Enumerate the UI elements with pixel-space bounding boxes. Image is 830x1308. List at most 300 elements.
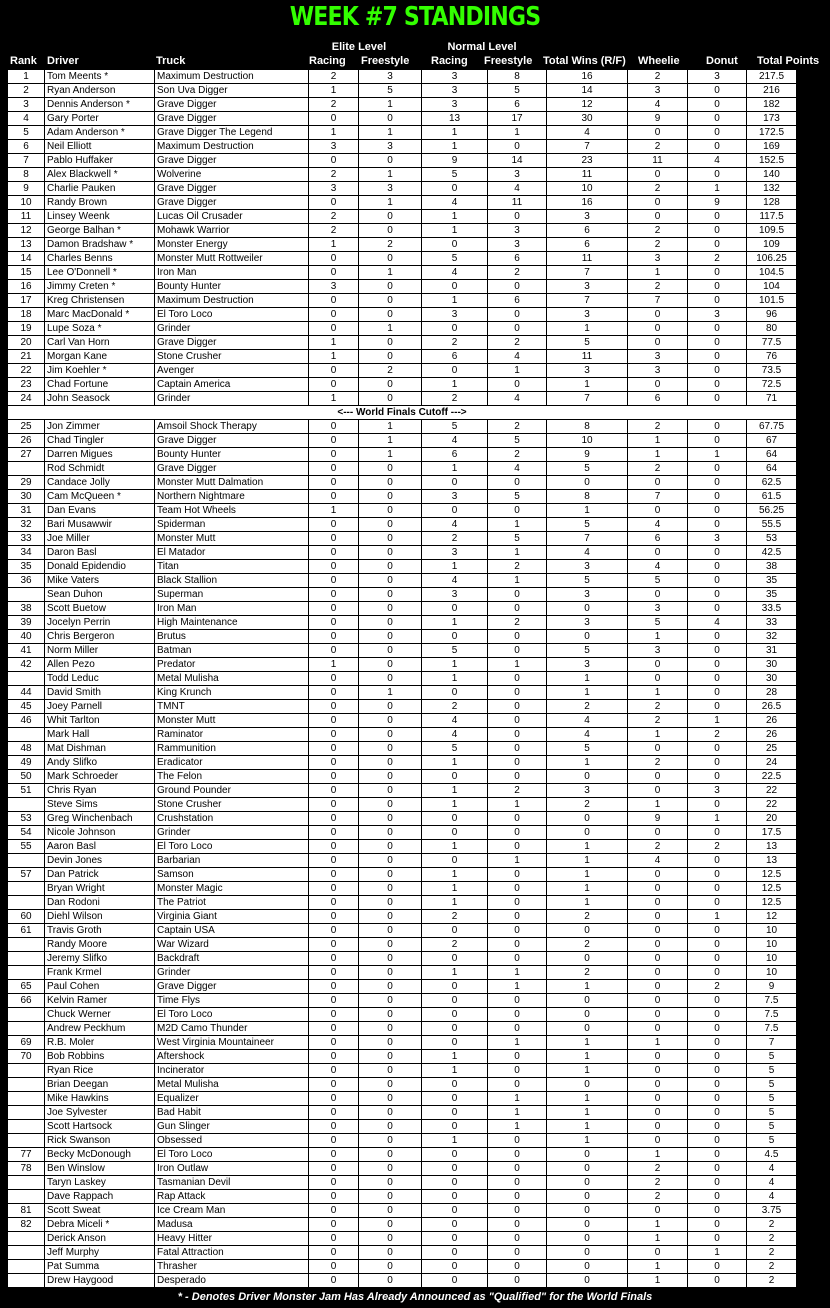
cell-truck: Rammunition [155,742,309,756]
cell-elite-freestyle: 1 [359,448,422,462]
cell-driver: Neil Elliott [45,140,155,154]
cell-normal-freestyle: 0 [488,896,547,910]
cell-driver: Frank Krmel [45,966,155,980]
cell-normal-freestyle: 2 [488,560,547,574]
cell-normal-racing: 3 [422,546,488,560]
cell-total-wins: 1 [547,672,628,686]
cell-total-wins: 0 [547,1176,628,1190]
cell-elite-freestyle: 0 [359,938,422,952]
cell-normal-racing: 0 [422,1008,488,1022]
cell-normal-freestyle: 0 [488,630,547,644]
cell-normal-freestyle: 1 [488,658,547,672]
cell-driver: Dan Patrick [45,868,155,882]
cell-normal-racing: 0 [422,280,488,294]
cell-donut: 0 [688,1050,747,1064]
table-row [8,1064,797,1078]
cell-elite-freestyle: 0 [359,1134,422,1148]
cell-elite-freestyle: 0 [359,910,422,924]
table-row [8,840,797,854]
cell-elite-freestyle: 0 [359,1218,422,1232]
cell-normal-freestyle: 3 [488,168,547,182]
cell-normal-racing: 5 [422,420,488,434]
cell-total-points: 72.5 [747,378,797,392]
cell-elite-freestyle: 0 [359,588,422,602]
cell-donut: 2 [688,840,747,854]
cell-wheelie: 0 [628,1134,688,1148]
cell-normal-racing: 2 [422,700,488,714]
cell-elite-racing: 0 [309,686,359,700]
cell-elite-racing: 0 [309,294,359,308]
cell-normal-freestyle: 2 [488,616,547,630]
cell-total-wins: 0 [547,1204,628,1218]
cell-elite-freestyle: 0 [359,378,422,392]
cell-truck: Monster Energy [155,238,309,252]
cell-total-points: 128 [747,196,797,210]
cell-truck: Grave Digger The Legend [155,126,309,140]
cell-donut: 0 [688,924,747,938]
col-header-elite-freestyle: Freestyle [361,55,410,67]
cell-normal-racing: 9 [422,154,488,168]
cell-rank [8,1246,45,1260]
cell-total-points: 24 [747,756,797,770]
cell-donut: 0 [688,266,747,280]
cell-donut: 0 [688,518,747,532]
table-row [8,1148,797,1162]
cell-total-points: 17.5 [747,826,797,840]
table-row [8,1078,797,1092]
cell-normal-racing: 2 [422,336,488,350]
cell-wheelie: 0 [628,882,688,896]
cell-truck: El Toro Loco [155,1148,309,1162]
table-header [0,40,830,68]
cell-rank: 7 [8,154,45,168]
cell-wheelie: 0 [628,588,688,602]
cell-rank: 8 [8,168,45,182]
table-row [8,770,797,784]
cell-elite-racing: 2 [309,224,359,238]
cell-total-wins: 3 [547,658,628,672]
cell-rank: 32 [8,518,45,532]
cell-wheelie: 2 [628,700,688,714]
cell-total-wins: 16 [547,196,628,210]
cell-donut: 0 [688,1078,747,1092]
table-row [8,644,797,658]
cell-rank: 54 [8,826,45,840]
cell-normal-freestyle: 1 [488,1106,547,1120]
cell-normal-racing: 0 [422,1078,488,1092]
cell-wheelie: 3 [628,252,688,266]
cell-rank: 3 [8,98,45,112]
cell-driver: R.B. Moler [45,1036,155,1050]
cell-truck: Northern Nightmare [155,490,309,504]
col-header-donut: Donut [706,55,738,67]
cell-rank [8,1232,45,1246]
cell-normal-freestyle: 0 [488,868,547,882]
cell-elite-freestyle: 0 [359,658,422,672]
cell-truck: Grinder [155,966,309,980]
cell-donut: 0 [688,1176,747,1190]
cell-total-wins: 6 [547,224,628,238]
cell-donut: 0 [688,294,747,308]
cell-normal-freestyle: 1 [488,574,547,588]
cell-truck: El Toro Loco [155,840,309,854]
cell-elite-freestyle: 0 [359,350,422,364]
table-row [8,182,797,196]
cell-truck: Team Hot Wheels [155,504,309,518]
cell-normal-racing: 1 [422,882,488,896]
col-header-truck: Truck [156,55,186,67]
cell-elite-freestyle: 0 [359,770,422,784]
cell-donut: 0 [688,1120,747,1134]
cell-driver: Allen Pezo [45,658,155,672]
table-row [8,1008,797,1022]
cell-elite-racing: 0 [309,616,359,630]
cell-elite-freestyle: 0 [359,1274,422,1288]
cell-rank: 35 [8,560,45,574]
table-row [8,910,797,924]
cell-driver: Sean Duhon [45,588,155,602]
cell-truck: Stone Crusher [155,350,309,364]
cell-total-points: 26.5 [747,700,797,714]
cell-driver: Tom Meents * [45,70,155,84]
cell-elite-racing: 0 [309,1176,359,1190]
cell-truck: Desperado [155,1274,309,1288]
cell-elite-freestyle: 1 [359,266,422,280]
cell-total-wins: 0 [547,952,628,966]
cell-total-wins: 5 [547,518,628,532]
cell-total-points: 12.5 [747,896,797,910]
cell-elite-freestyle: 2 [359,364,422,378]
cell-donut: 0 [688,1162,747,1176]
cell-donut: 0 [688,798,747,812]
cell-rank: 6 [8,140,45,154]
cell-wheelie: 0 [628,1092,688,1106]
cell-total-points: 53 [747,532,797,546]
cell-elite-racing: 0 [309,1204,359,1218]
cell-truck: Lucas Oil Crusader [155,210,309,224]
cell-donut: 0 [688,560,747,574]
cell-normal-racing: 4 [422,434,488,448]
cell-wheelie: 2 [628,840,688,854]
cell-rank: 12 [8,224,45,238]
cell-total-wins: 10 [547,182,628,196]
cell-total-wins: 4 [547,546,628,560]
cell-rank [8,1022,45,1036]
cell-elite-freestyle: 0 [359,1064,422,1078]
cell-total-points: 2 [747,1246,797,1260]
cell-wheelie: 0 [628,196,688,210]
cell-driver: Lee O'Donnell * [45,266,155,280]
cell-rank: 2 [8,84,45,98]
cell-driver: Dave Rappach [45,1190,155,1204]
cell-donut: 0 [688,1190,747,1204]
cell-elite-racing: 0 [309,490,359,504]
cell-wheelie: 3 [628,602,688,616]
cell-normal-racing: 0 [422,812,488,826]
cell-driver: Kreg Christensen [45,294,155,308]
cell-normal-freestyle: 0 [488,1246,547,1260]
cell-normal-racing: 5 [422,168,488,182]
cell-elite-freestyle: 1 [359,168,422,182]
cell-driver: Mike Hawkins [45,1092,155,1106]
cell-normal-freestyle: 8 [488,70,547,84]
cell-elite-freestyle: 1 [359,686,422,700]
cell-elite-freestyle: 0 [359,728,422,742]
cell-total-points: 33.5 [747,602,797,616]
cell-elite-racing: 3 [309,280,359,294]
cell-donut: 1 [688,910,747,924]
table-row [8,336,797,350]
cell-driver: Nicole Johnson [45,826,155,840]
cell-truck: Grave Digger [155,154,309,168]
cell-total-wins: 16 [547,70,628,84]
cell-total-points: 5 [747,1120,797,1134]
table-row [8,392,797,406]
cell-normal-racing: 0 [422,1176,488,1190]
cell-normal-freestyle: 3 [488,238,547,252]
cell-total-wins: 1 [547,1050,628,1064]
cell-truck: Barbarian [155,854,309,868]
cell-total-points: 106.25 [747,252,797,266]
cell-donut: 0 [688,602,747,616]
table-row [8,966,797,980]
cell-donut: 0 [688,238,747,252]
cell-elite-racing: 2 [309,168,359,182]
cell-elite-racing: 0 [309,896,359,910]
cell-total-points: 7 [747,1036,797,1050]
cell-elite-racing: 0 [309,308,359,322]
cell-elite-freestyle: 0 [359,1120,422,1134]
cell-truck: Ice Cream Man [155,1204,309,1218]
cell-driver: Chad Fortune [45,378,155,392]
cell-donut: 0 [688,462,747,476]
cell-normal-racing: 2 [422,938,488,952]
cell-normal-freestyle: 0 [488,952,547,966]
cell-rank: 26 [8,434,45,448]
standings-table [7,69,797,1288]
cell-normal-racing: 5 [422,252,488,266]
cell-donut: 2 [688,252,747,266]
cell-normal-racing: 0 [422,1218,488,1232]
table-row [8,504,797,518]
cell-driver: Pat Summa [45,1260,155,1274]
cell-driver: Linsey Weenk [45,210,155,224]
cell-normal-freestyle: 4 [488,182,547,196]
cell-elite-racing: 0 [309,1134,359,1148]
cell-normal-racing: 1 [422,1050,488,1064]
cell-truck: Bad Habit [155,1106,309,1120]
table-row [8,140,797,154]
cell-elite-racing: 1 [309,350,359,364]
cell-rank [8,1078,45,1092]
cell-rank: 49 [8,756,45,770]
table-row [8,84,797,98]
table-row [8,252,797,266]
cell-elite-racing: 0 [309,1036,359,1050]
cell-elite-racing: 0 [309,1218,359,1232]
cell-wheelie: 9 [628,812,688,826]
cell-elite-racing: 0 [309,812,359,826]
cell-wheelie: 1 [628,448,688,462]
cell-elite-racing: 0 [309,448,359,462]
cell-driver: Ryan Rice [45,1064,155,1078]
cell-driver: Donald Epidendio [45,560,155,574]
cell-donut: 0 [688,1022,747,1036]
cell-total-points: 64 [747,462,797,476]
cell-rank: 82 [8,1218,45,1232]
table-row [8,1190,797,1204]
cell-elite-racing: 1 [309,84,359,98]
cell-elite-freestyle: 0 [359,1078,422,1092]
col-header-normal-racing: Racing [431,55,468,67]
cell-normal-freestyle: 0 [488,1134,547,1148]
table-row [8,462,797,476]
cell-elite-racing: 0 [309,770,359,784]
cell-rank [8,1064,45,1078]
cell-donut: 0 [688,1260,747,1274]
cell-total-points: 35 [747,588,797,602]
cell-donut: 0 [688,742,747,756]
cell-truck: Predator [155,658,309,672]
cell-total-wins: 0 [547,602,628,616]
col-header-driver: Driver [47,55,79,67]
cell-truck: TMNT [155,700,309,714]
table-row [8,868,797,882]
group-header-elite: Elite Level [331,41,387,53]
cell-truck: Grave Digger [155,98,309,112]
cell-wheelie: 0 [628,546,688,560]
table-row [8,952,797,966]
cell-wheelie: 2 [628,1190,688,1204]
cell-total-wins: 0 [547,1078,628,1092]
cell-total-wins: 3 [547,280,628,294]
cell-normal-freestyle: 4 [488,462,547,476]
cell-elite-freestyle: 0 [359,210,422,224]
cell-total-points: 73.5 [747,364,797,378]
cell-total-points: 67 [747,434,797,448]
cell-elite-racing: 3 [309,140,359,154]
cell-total-points: 10 [747,952,797,966]
cell-driver: Aaron Basl [45,840,155,854]
cell-wheelie: 1 [628,1232,688,1246]
cell-total-points: 12 [747,910,797,924]
cell-total-wins: 5 [547,462,628,476]
cell-total-points: 56.25 [747,504,797,518]
cell-rank [8,882,45,896]
cell-normal-racing: 0 [422,602,488,616]
cell-normal-racing: 1 [422,210,488,224]
cell-truck: Madusa [155,1218,309,1232]
cell-total-wins: 5 [547,742,628,756]
cell-driver: Jeff Murphy [45,1246,155,1260]
cell-wheelie: 3 [628,350,688,364]
cell-donut: 0 [688,966,747,980]
cell-total-wins: 0 [547,1260,628,1274]
cell-driver: Alex Blackwell * [45,168,155,182]
cell-rank: 17 [8,294,45,308]
cell-total-wins: 14 [547,84,628,98]
cell-truck: Wolverine [155,168,309,182]
cell-elite-racing: 0 [309,266,359,280]
cell-total-points: 5 [747,1092,797,1106]
cell-elite-racing: 0 [309,1106,359,1120]
cell-total-points: 22 [747,784,797,798]
cell-normal-racing: 6 [422,350,488,364]
col-header-total-wins: Total Wins (R/F) [543,55,626,67]
cell-total-wins: 1 [547,378,628,392]
cell-elite-freestyle: 0 [359,1232,422,1246]
cell-total-points: 64 [747,448,797,462]
cell-total-points: 71 [747,392,797,406]
cell-normal-racing: 0 [422,182,488,196]
table-row [8,1162,797,1176]
cell-rank: 48 [8,742,45,756]
cell-total-wins: 12 [547,98,628,112]
cell-elite-racing: 0 [309,1078,359,1092]
cell-rank: 69 [8,1036,45,1050]
cell-rank: 42 [8,658,45,672]
cell-truck: Black Stallion [155,574,309,588]
cell-rank: 39 [8,616,45,630]
cell-truck: Tasmanian Devil [155,1176,309,1190]
cell-rank [8,1190,45,1204]
table-row [8,476,797,490]
cell-driver: Drew Haygood [45,1274,155,1288]
cell-driver: Scott Hartsock [45,1120,155,1134]
cell-elite-freestyle: 0 [359,1092,422,1106]
cell-normal-freestyle: 0 [488,728,547,742]
cell-normal-racing: 0 [422,1190,488,1204]
cell-elite-freestyle: 0 [359,224,422,238]
cell-normal-racing: 1 [422,840,488,854]
cell-truck: Monster Mutt Dalmation [155,476,309,490]
cell-donut: 0 [688,1064,747,1078]
cell-elite-freestyle: 0 [359,294,422,308]
table-row [8,532,797,546]
cell-donut: 0 [688,210,747,224]
cell-normal-freestyle: 11 [488,196,547,210]
cell-truck: Grave Digger [155,434,309,448]
cell-truck: Grave Digger [155,182,309,196]
table-row [8,1260,797,1274]
cell-elite-racing: 0 [309,322,359,336]
cell-total-points: 182 [747,98,797,112]
cell-rank: 66 [8,994,45,1008]
cell-driver: Chuck Werner [45,1008,155,1022]
cell-wheelie: 0 [628,1050,688,1064]
cell-truck: Son Uva Digger [155,84,309,98]
cell-normal-racing: 0 [422,1274,488,1288]
cell-elite-freestyle: 0 [359,742,422,756]
cell-total-points: 77.5 [747,336,797,350]
cell-wheelie: 0 [628,378,688,392]
cell-donut: 1 [688,812,747,826]
cell-total-points: 2 [747,1260,797,1274]
cell-normal-freestyle: 6 [488,294,547,308]
cell-total-wins: 5 [547,644,628,658]
table-row [8,1134,797,1148]
cell-truck: Equalizer [155,1092,309,1106]
cell-total-points: 42.5 [747,546,797,560]
cell-elite-freestyle: 0 [359,392,422,406]
cell-driver: Charles Benns [45,252,155,266]
cell-driver: Scott Buetow [45,602,155,616]
cell-truck: M2D Camo Thunder [155,1022,309,1036]
cell-total-points: 55.5 [747,518,797,532]
cell-total-wins: 1 [547,882,628,896]
cell-wheelie: 2 [628,140,688,154]
cell-driver: Andrew Peckhum [45,1022,155,1036]
